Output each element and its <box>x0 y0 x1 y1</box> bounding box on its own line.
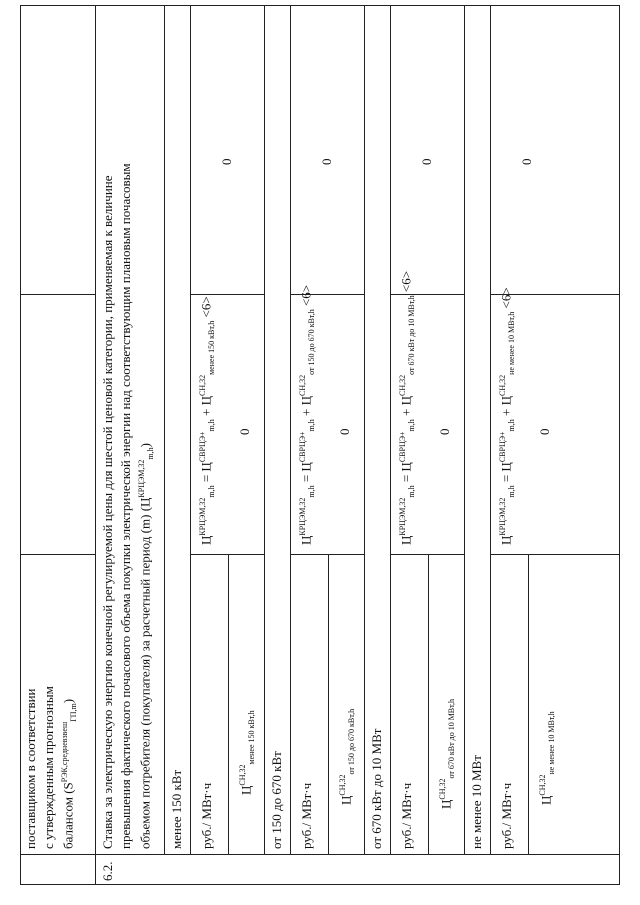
rotated-tariff-table <box>20 5 620 885</box>
group-heading-divider <box>390 5 391 855</box>
group-value-mid: 0 <box>337 428 352 435</box>
prev-row-text-line-3: балансом $(S^{РЭК,средневзвеш}_{ГП,m})$ <box>60 698 78 849</box>
table-border-top <box>20 5 21 885</box>
group-formula: $Ц^{КРЦЭМ,32}_{m,h} = Ц^{СВРЦЭ+}_{m,h} + Ц^{СН,32}_{от 150 до 670 кВт,h} <6>$ <box>298 284 316 545</box>
group-heading: не менее 10 МВт <box>469 755 484 849</box>
group-formula: $Ц^{КРЦЭМ,32}_{m,h} = Ц^{СВРЦЭ+}_{m,h} + Ц^{СН,32}_{не менее 10 МВт,h} <6>$ <box>498 287 516 545</box>
table-border-bottom <box>619 5 620 885</box>
row-description-line-3: объемом потребителя (покупателя) за расчетный период (m) $(Ц^{КРЦЭМ,32}_{m,h})$ <box>137 443 155 849</box>
group-tariff-label: $Ц^{СН,32}_{менее 150 кВт,h}$ <box>238 710 256 795</box>
group-tariff-label: $Ц^{СН,32}_{от 670 кВт до 10 МВт,h}$ <box>438 698 456 809</box>
group-heading: от 670 кВт до 10 МВт <box>369 728 384 849</box>
group-heading-divider <box>490 5 491 855</box>
group-heading: от 150 до 670 кВт <box>269 751 284 849</box>
group-unit-divider <box>228 555 229 855</box>
group-tariff-label: $Ц^{СН,32}_{от 150 до 670 кВт,h}$ <box>338 708 356 805</box>
group-unit: руб./ МВт·ч <box>499 782 514 849</box>
group-value-right: 0 <box>319 158 334 165</box>
group-tariff-label: $Ц^{СН,32}_{не менее 10 МВт,h}$ <box>538 711 556 805</box>
group-unit-divider <box>528 555 529 855</box>
group-unit: руб./ МВт·ч <box>299 782 314 849</box>
table-border-left <box>20 884 620 885</box>
description-divider <box>164 5 165 855</box>
prev-row-col-divider-1 <box>20 554 95 555</box>
group-value-right: 0 <box>419 158 434 165</box>
group-bottom-divider <box>364 5 365 855</box>
row-description-line-2: превышения фактического почасового объема покупки электрической энергии над соответствующим плановым почасовым <box>118 163 133 849</box>
prev-row-text-line-1: поставщиком в соответствии <box>23 688 38 849</box>
group-value-right: 0 <box>519 158 534 165</box>
group-bottom-divider <box>464 5 465 855</box>
group-col-divider-1 <box>390 554 464 555</box>
group-col-divider-1 <box>290 554 364 555</box>
table-border-right <box>20 5 620 6</box>
group-col-divider-2 <box>190 294 265 295</box>
prev-row-col-divider-2 <box>20 294 95 295</box>
group-unit-divider <box>328 555 329 855</box>
group-value-mid: 0 <box>437 428 452 435</box>
row-number: 6.2. <box>100 861 115 881</box>
group-heading-divider <box>190 5 191 855</box>
prev-row-text-line-2: с утвержденным прогнозным <box>41 686 56 849</box>
group-bottom-divider <box>264 5 265 855</box>
group-formula: $Ц^{КРЦЭМ,32}_{m,h} = Ц^{СВРЦЭ+}_{m,h} + Ц^{СН,32}_{от 670 кВт до 10 МВт,h} <6>$ <box>398 270 416 545</box>
number-column-divider <box>20 854 620 855</box>
group-col-divider-1 <box>490 554 619 555</box>
group-value-right: 0 <box>219 158 234 165</box>
group-unit: руб./ МВт·ч <box>399 782 414 849</box>
group-unit: руб./ МВт·ч <box>199 782 214 849</box>
group-value-mid: 0 <box>537 428 552 435</box>
group-heading-divider <box>290 5 291 855</box>
group-heading: менее 150 кВт <box>169 769 184 849</box>
group-formula: $Ц^{КРЦЭМ,32}_{m,h} = Ц^{СВРЦЭ+}_{m,h} + Ц^{СН,32}_{менее 150 кВт,h} <6>$ <box>198 296 216 545</box>
group-unit-divider <box>428 555 429 855</box>
row-description-line-1: Ставка за электрическую энергию конечной регулируемой цены для шестой ценовой категории, применяемая к величине <box>100 175 115 849</box>
row-divider <box>95 5 96 885</box>
group-value-mid: 0 <box>237 428 252 435</box>
